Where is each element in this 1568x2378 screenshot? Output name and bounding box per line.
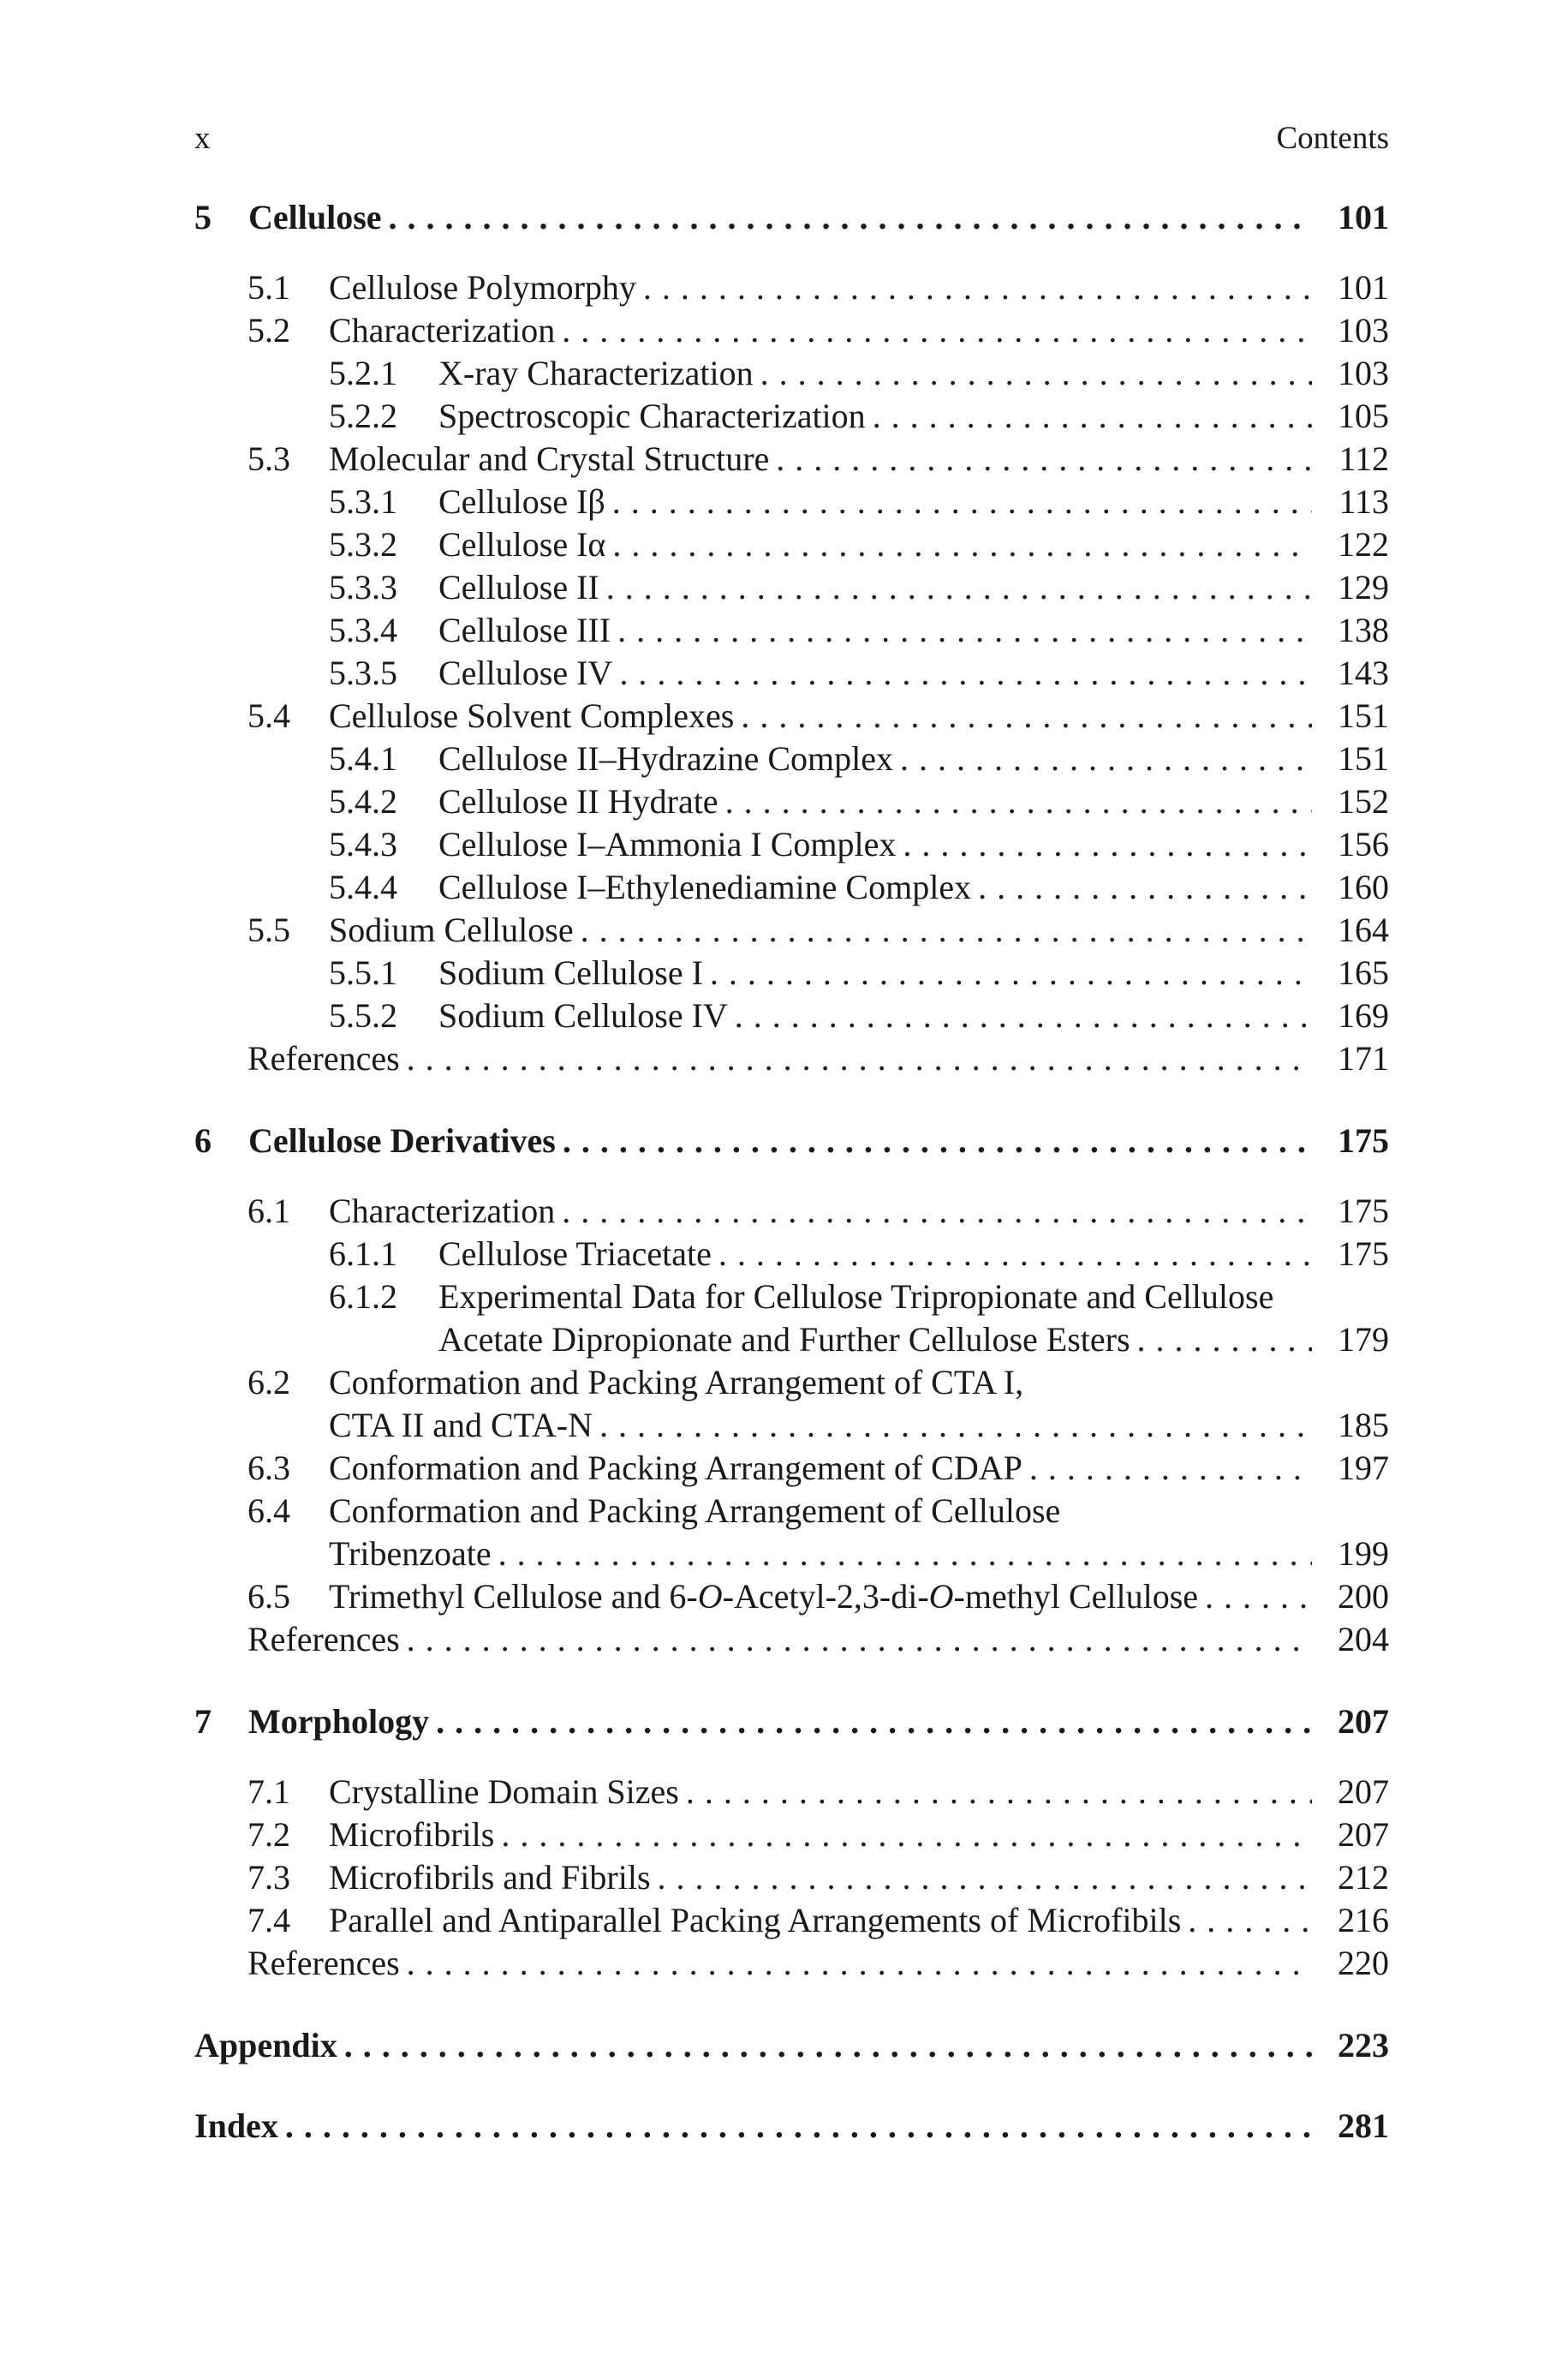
- toc-entry-page: 207: [1338, 1702, 1389, 1741]
- toc-entry-title: Cellulose Iα: [438, 525, 606, 564]
- toc-entry-title: Index: [194, 2106, 278, 2145]
- dot-leader: [389, 195, 1312, 240]
- dot-leader: [581, 908, 1312, 953]
- toc-entry-title: X-ray Characterization: [438, 354, 754, 392]
- dot-leader: [741, 694, 1312, 738]
- dot-leader: [658, 1855, 1312, 1900]
- toc-entry-s5-4-3[interactable]: [329, 822, 1389, 867]
- toc-entry-s5-4-4[interactable]: [329, 865, 1389, 910]
- toc-entry-page: 156: [1338, 825, 1389, 863]
- toc-entry-number: 6.2: [247, 1363, 290, 1401]
- dot-leader: [599, 1403, 1312, 1448]
- toc-entry-number: 5.4.3: [329, 825, 397, 863]
- toc-entry-title: Conformation and Packing Arrangement of CTA I,: [329, 1363, 1024, 1401]
- toc-entry-page: 185: [1338, 1406, 1389, 1444]
- toc-entry-r7[interactable]: [247, 1941, 1389, 1986]
- toc-entry-s5-3-1[interactable]: [329, 480, 1389, 524]
- toc-entry-title: Crystalline Domain Sizes: [329, 1772, 679, 1811]
- toc-entry-title: Sodium Cellulose IV: [438, 996, 728, 1035]
- toc-entry-s5-4-1[interactable]: [329, 737, 1389, 781]
- toc-entry-r5[interactable]: [247, 1037, 1389, 1081]
- toc-entry-page: 175: [1338, 1234, 1389, 1273]
- dot-leader: [612, 480, 1312, 524]
- dot-leader: [344, 2023, 1312, 2068]
- toc-entry-page: 122: [1338, 525, 1389, 564]
- toc-entry-title: Acetate Dipropionate and Further Cellulose Esters: [438, 1320, 1130, 1359]
- toc-entry-s6-3[interactable]: [247, 1446, 1389, 1491]
- toc-entry-title: Cellulose: [248, 198, 382, 236]
- toc-entry-title: Tribenzoate: [329, 1534, 492, 1573]
- toc-entry-title: Conformation and Packing Arrangement of Cellulose: [329, 1491, 1061, 1530]
- dot-leader: [563, 1119, 1312, 1163]
- toc-entry-page: 143: [1338, 654, 1389, 692]
- toc-entry-page: 112: [1338, 439, 1389, 478]
- toc-entry-page: 151: [1338, 739, 1389, 778]
- toc-entry-c5[interactable]: [194, 195, 1389, 240]
- dot-leader: [725, 780, 1312, 824]
- toc-entry-s7-4[interactable]: [247, 1898, 1389, 1943]
- dot-leader: [562, 1189, 1312, 1234]
- toc-entry-title: Experimental Data for Cellulose Tripropionate and Cellulose: [438, 1277, 1274, 1316]
- toc-entry-idx[interactable]: [194, 2104, 1389, 2148]
- toc-entry-s6-1[interactable]: [247, 1189, 1389, 1234]
- toc-entry-number: 5.3.4: [329, 611, 397, 649]
- toc-entry-number: 6.5: [247, 1577, 290, 1616]
- toc-entry-s6-2b[interactable]: [247, 1403, 1389, 1448]
- toc-entry-title: References: [247, 1039, 400, 1078]
- toc-entry-title: Molecular and Crystal Structure: [329, 439, 770, 478]
- toc-entry-number: 7.1: [247, 1772, 290, 1811]
- toc-entry-number: 6.3: [247, 1449, 290, 1487]
- toc-entry-page: 199: [1338, 1534, 1389, 1573]
- toc-entry-page: 216: [1338, 1901, 1389, 1939]
- toc-entry-number: 5.3.2: [329, 525, 397, 564]
- toc-entry-number: 7.2: [247, 1815, 290, 1854]
- toc-entry-title: References: [247, 1944, 400, 1982]
- toc-entry-page: 204: [1338, 1620, 1389, 1658]
- toc-entry-c7[interactable]: [194, 1700, 1389, 1744]
- dot-leader: [562, 308, 1312, 353]
- toc-entry-s5-5-1[interactable]: [329, 951, 1389, 995]
- toc-entry-title: Cellulose IV: [438, 654, 613, 692]
- page-number: x: [194, 121, 211, 156]
- toc-entry-s6-1-2b[interactable]: [329, 1317, 1389, 1362]
- toc-entry-s6-4a[interactable]: [247, 1489, 1389, 1533]
- toc-entry-page: 281: [1338, 2106, 1389, 2145]
- toc-entry-title: Cellulose Solvent Complexes: [329, 696, 735, 735]
- toc-entry-number: 7.3: [247, 1858, 290, 1897]
- dot-leader: [436, 1700, 1312, 1744]
- toc-entry-title: Microfibrils: [329, 1815, 495, 1854]
- dot-leader: [501, 1813, 1312, 1857]
- toc-entry-number: 5.3.3: [329, 568, 397, 606]
- toc-entry-s5-3-3[interactable]: [329, 565, 1389, 610]
- toc-entry-title: Cellulose Triacetate: [438, 1234, 712, 1273]
- toc-entry-s5-5[interactable]: [247, 908, 1389, 953]
- toc-entry-page: 152: [1338, 782, 1389, 821]
- toc-entry-number: 5.3: [247, 439, 290, 478]
- dot-leader: [903, 822, 1312, 867]
- dot-leader: [873, 394, 1312, 439]
- toc-entry-s5-3-5[interactable]: [329, 651, 1389, 696]
- toc-entry-page: 101: [1338, 268, 1389, 307]
- toc-entry-page: 207: [1338, 1815, 1389, 1854]
- toc-entry-page: 169: [1338, 996, 1389, 1035]
- toc-entry-s6-4b[interactable]: [247, 1532, 1389, 1576]
- dot-leader: [619, 651, 1312, 696]
- toc-entry-s7-2[interactable]: [247, 1813, 1389, 1857]
- dot-leader: [760, 351, 1312, 396]
- toc-entry-page: 103: [1338, 354, 1389, 392]
- toc-entry-title: Parallel and Antiparallel Packing Arrangements of Microfibils: [329, 1901, 1182, 1939]
- dot-leader: [617, 608, 1312, 653]
- toc-entry-page: 113: [1338, 482, 1389, 521]
- dot-leader: [686, 1770, 1312, 1814]
- toc-entry-app[interactable]: [194, 2023, 1389, 2068]
- dot-leader: [407, 1617, 1312, 1662]
- toc-entry-page: 138: [1338, 611, 1389, 649]
- toc-entry-title: Trimethyl Cellulose and 6-O-Acetyl-2,3-di-O-methyl Cellulose: [329, 1577, 1199, 1616]
- toc-entry-s5-2-1[interactable]: [329, 351, 1389, 396]
- toc-entry-title: Spectroscopic Characterization: [438, 397, 866, 435]
- toc-entry-title: Cellulose II: [438, 568, 599, 606]
- toc-entry-s6-1-2a[interactable]: [329, 1275, 1389, 1319]
- dot-leader: [407, 1037, 1312, 1081]
- running-title: Contents: [1276, 121, 1389, 156]
- toc-entry-number: 5.4.2: [329, 782, 397, 821]
- toc-entry-page: 175: [1338, 1121, 1389, 1160]
- toc-entry-s5-2[interactable]: [247, 308, 1389, 353]
- dot-leader: [498, 1532, 1312, 1576]
- toc-entry-number: 6.4: [247, 1491, 290, 1530]
- toc-entry-number: 5.3.1: [329, 482, 397, 521]
- toc-entry-s5-2-2[interactable]: [329, 394, 1389, 439]
- toc-entry-number: 6.1.1: [329, 1234, 397, 1273]
- toc-entry-title: Conformation and Packing Arrangement of CDAP: [329, 1449, 1022, 1487]
- dot-leader: [735, 994, 1312, 1038]
- toc-entry-s7-1[interactable]: [247, 1770, 1389, 1814]
- toc-entry-page: 165: [1338, 953, 1389, 992]
- toc-entry-page: 101: [1338, 198, 1389, 236]
- toc-entry-title: Cellulose I–Ammonia I Complex: [438, 825, 897, 863]
- toc-entry-page: 179: [1338, 1320, 1389, 1359]
- dot-leader: [606, 565, 1312, 610]
- toc-entry-title: Morphology: [248, 1702, 430, 1741]
- toc-entry-page: 105: [1338, 397, 1389, 435]
- dot-leader: [776, 437, 1312, 481]
- toc-entry-s5-3[interactable]: [247, 437, 1389, 481]
- dot-leader: [718, 1232, 1312, 1276]
- toc-entry-number: 5.4.4: [329, 868, 397, 906]
- toc-entry-number: 5.5: [247, 911, 290, 949]
- toc-entry-c6[interactable]: [194, 1119, 1389, 1163]
- dot-leader: [612, 523, 1312, 567]
- toc-entry-s5-4-2[interactable]: [329, 780, 1389, 824]
- toc-entry-page: 223: [1338, 2026, 1389, 2064]
- toc-entry-title: Cellulose I–Ethylenediamine Complex: [438, 868, 972, 906]
- toc-entry-title: Appendix: [194, 2026, 337, 2064]
- dot-leader: [1205, 1574, 1312, 1619]
- toc-entry-title: References: [247, 1620, 400, 1658]
- toc-entry-number: 6: [194, 1121, 212, 1160]
- dot-leader: [1029, 1446, 1312, 1491]
- toc-entry-number: 5.2.2: [329, 397, 397, 435]
- toc-entry-r6[interactable]: [247, 1617, 1389, 1662]
- toc-entry-s7-3[interactable]: [247, 1855, 1389, 1900]
- toc-entry-title: Characterization: [329, 311, 556, 350]
- toc-entry-page: 151: [1338, 696, 1389, 735]
- toc-entry-title: Characterization: [329, 1192, 556, 1230]
- dot-leader: [1137, 1317, 1312, 1362]
- dot-leader: [710, 951, 1312, 995]
- toc-entry-number: 5.3.5: [329, 654, 397, 692]
- toc-entry-number: 6.1: [247, 1192, 290, 1230]
- toc-entry-page: 129: [1338, 568, 1389, 606]
- toc-entry-page: 164: [1338, 911, 1389, 949]
- toc-entry-page: 171: [1338, 1039, 1389, 1078]
- toc-entry-s5-3-2[interactable]: [329, 523, 1389, 567]
- dot-leader: [643, 266, 1312, 310]
- toc-entry-page: 207: [1338, 1772, 1389, 1811]
- toc-entry-number: 5.4.1: [329, 739, 397, 778]
- toc-entry-s6-2a[interactable]: [247, 1360, 1389, 1405]
- toc-entry-s6-1-1[interactable]: [329, 1232, 1389, 1276]
- toc-entry-page: 220: [1338, 1944, 1389, 1982]
- toc-entry-number: 5.2: [247, 311, 290, 350]
- toc-entry-s6-5[interactable]: [247, 1574, 1389, 1619]
- dot-leader: [1188, 1898, 1312, 1943]
- toc-entry-page: 197: [1338, 1449, 1389, 1487]
- toc-entry-title: Microfibrils and Fibrils: [329, 1858, 651, 1897]
- toc-entry-page: 212: [1338, 1858, 1389, 1897]
- toc-entry-number: 6.1.2: [329, 1277, 397, 1316]
- toc-entry-title: Sodium Cellulose: [329, 911, 574, 949]
- toc-entry-number: 5.5.1: [329, 953, 397, 992]
- toc-entry-title: CTA II and CTA-N: [329, 1406, 593, 1444]
- dot-leader: [978, 865, 1312, 910]
- toc-entry-s5-5-2[interactable]: [329, 994, 1389, 1038]
- toc-entry-s5-1[interactable]: [247, 266, 1389, 310]
- toc-entry-title: Cellulose II–Hydrazine Complex: [438, 739, 893, 778]
- toc-entry-title: Sodium Cellulose I: [438, 953, 703, 992]
- toc-entry-page: 160: [1338, 868, 1389, 906]
- toc-entry-number: 5.5.2: [329, 996, 397, 1035]
- toc-entry-s5-4[interactable]: [247, 694, 1389, 738]
- toc-entry-number: 5: [194, 198, 212, 236]
- toc-entry-page: 175: [1338, 1192, 1389, 1230]
- toc-entry-title: Cellulose Polymorphy: [329, 268, 636, 307]
- toc-entry-number: 7: [194, 1702, 212, 1741]
- toc-entry-number: 5.2.1: [329, 354, 397, 392]
- toc-entry-number: 7.4: [247, 1901, 290, 1939]
- toc-entry-title: Cellulose II Hydrate: [438, 782, 718, 821]
- dot-leader: [407, 1941, 1312, 1986]
- toc-entry-title: Cellulose Derivatives: [248, 1121, 556, 1160]
- toc-entry-number: 5.4: [247, 696, 290, 735]
- toc-entry-s5-3-4[interactable]: [329, 608, 1389, 653]
- dot-leader: [900, 737, 1312, 781]
- toc-entry-page: 200: [1338, 1577, 1389, 1616]
- dot-leader: [285, 2104, 1312, 2148]
- toc-entry-number: 5.1: [247, 268, 290, 307]
- toc-entry-page: 103: [1338, 311, 1389, 350]
- toc-entry-title: Cellulose III: [438, 611, 611, 649]
- toc-entry-title: Cellulose Iβ: [438, 482, 605, 521]
